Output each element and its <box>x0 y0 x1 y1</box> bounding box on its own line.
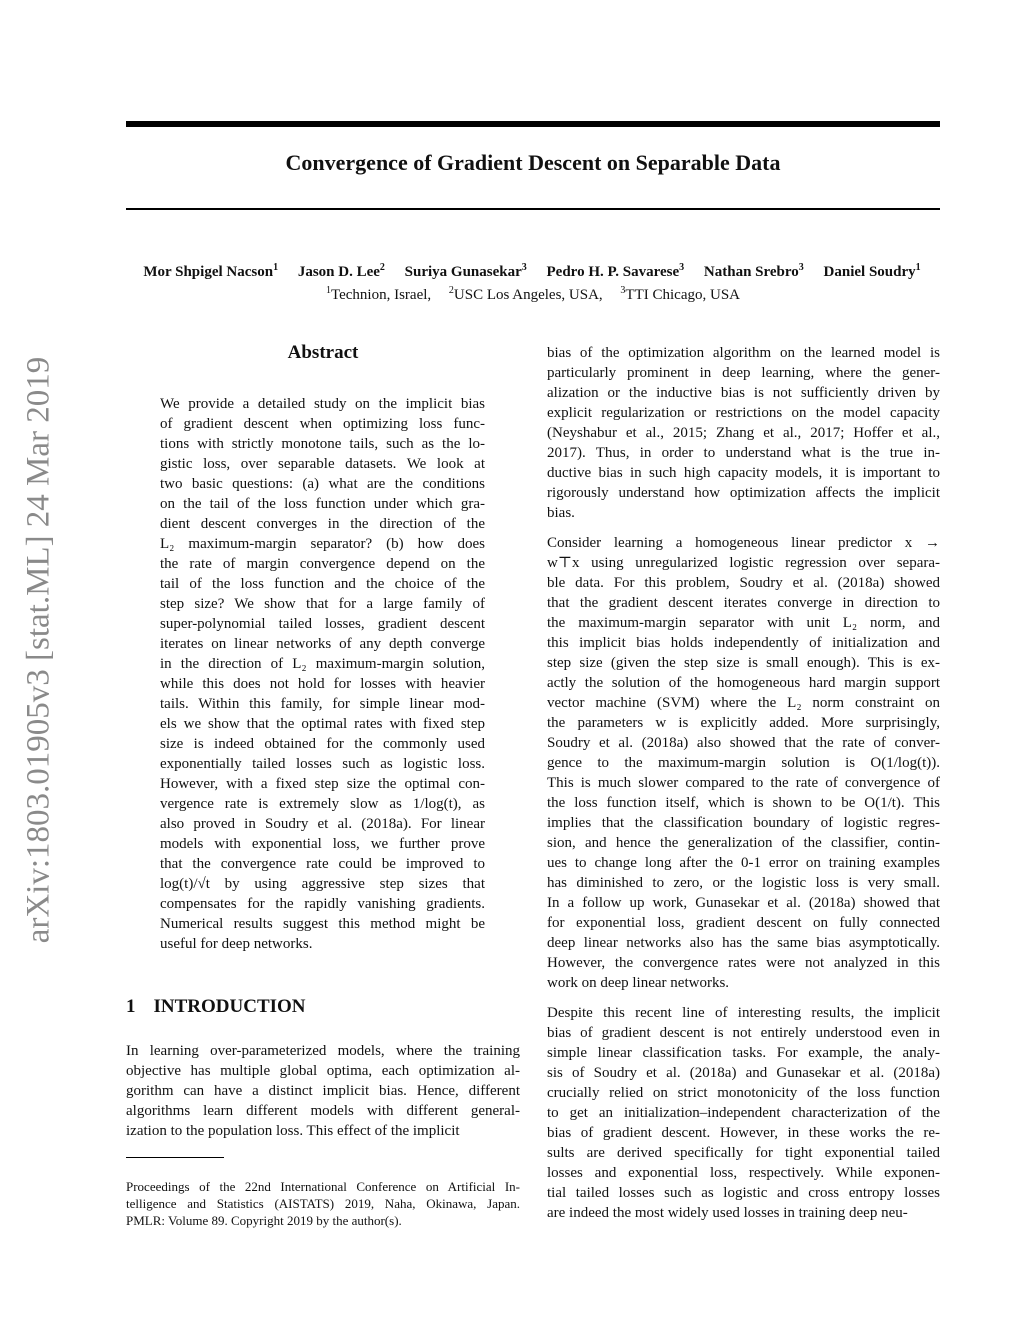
affiliation: $^3$TTI Chicago, USA <box>620 285 740 303</box>
abstract-line: that the convergence rate could be improved to <box>160 856 485 872</box>
body-line: bias of the optimization algorithm on the learned model is <box>547 345 940 361</box>
abstract-body <box>160 394 485 954</box>
footnote-line: PMLR: Volume 89. Copyright 2019 by the author(s). <box>126 1213 402 1228</box>
footnote-line: Proceedings of the 22nd International Conference on Artificial In- <box>126 1179 520 1194</box>
body-line: bias of gradient descent is not entirely understood even in <box>547 1025 940 1041</box>
abstract-line: els we show that the optimal rates with fixed step <box>160 716 485 732</box>
body-line: This is much slower compared to the rate of convergence of <box>547 775 940 791</box>
author: Mor Shpigel Nacson$^1$ <box>143 262 279 280</box>
body-line: work on deep linear networks. <box>547 975 730 991</box>
body-line: has diminished to zero, or the logistic loss is very small. <box>547 875 940 891</box>
body-line: bias. <box>547 505 575 521</box>
body-line: ble data. For this problem, Soudry et al. (2018a) showed <box>547 575 940 591</box>
body-line: crucially relied on strict monotonicity of the loss function <box>547 1085 940 1101</box>
abstract-line: tions with strictly monotone tails, such as the lo- <box>160 436 485 452</box>
abstract-line: We provide a detailed study on the implicit bias <box>160 396 485 412</box>
body-line: step size (given the step size is small enough). This is ex- <box>547 655 940 671</box>
body-line: Soudry et al. (2018a) also showed that the rate of conver- <box>547 735 940 751</box>
title-top-rule <box>126 121 940 127</box>
body-paragraph <box>547 533 940 993</box>
body-line: ues to change long after the 0-1 error on training examples <box>547 855 940 871</box>
abstract-line: However, with a fixed step size the optimal con- <box>160 776 485 792</box>
body-line: ductive bias in such high capacity models, it is important to <box>547 465 940 481</box>
intro-line: objective has multiple global optima, each optimization al- <box>126 1063 520 1079</box>
paper-title: Convergence of Gradient Descent on Separable Data <box>285 150 781 175</box>
author: Jason D. Lee$^2$ <box>297 262 385 280</box>
abstract-line: the rate of margin convergence depend on the <box>160 556 485 572</box>
body-line: that the gradient descent iterates converge in direction to <box>547 595 940 611</box>
body-line: sults are derived specifically for tight exponential tailed <box>547 1145 940 1161</box>
body-line: (Neyshabur et al., 2015; Zhang et al., 2017; Hoffer et al., <box>547 425 940 441</box>
body-line: sion, and hence the generalization of the classifier, contin- <box>547 835 940 851</box>
body-line: implies that the classification boundary of logistic regres- <box>547 815 940 831</box>
footnote-rule <box>126 1157 224 1158</box>
abstract-line: useful for deep networks. <box>160 936 313 952</box>
abstract-line: of gradient descent when optimizing loss func- <box>160 416 485 432</box>
abstract-line: dient descent converges in the direction of the <box>160 516 485 532</box>
abstract-line: size is indeed obtained for the commonly used <box>160 736 485 752</box>
body-line: gence to the maximum-margin solution is O(1/log(t)). <box>547 755 940 771</box>
abstract-line: two basic questions: (a) what are the conditions <box>160 476 485 492</box>
author: Suriya Gunasekar$^3$ <box>404 262 527 280</box>
footnote-line: telligence and Statistics (AISTATS) 2019, Naha, Okinawa, Japan. <box>126 1196 520 1211</box>
intro-line: algorithms learn different models with different general- <box>126 1103 520 1119</box>
intro-line: In learning over-parameterized models, where the training <box>126 1043 520 1059</box>
body-line: particularly prominent in deep learning, where the gener- <box>547 365 940 381</box>
abstract-line: L₂ maximum-margin separator? (b) how does <box>160 536 485 552</box>
body-line: w⊤x using unregularized logistic regression over separa- <box>547 555 940 571</box>
arxiv-stamp: arXiv:1803.01905v3 [stat.ML] 24 Mar 2019 <box>20 356 57 944</box>
abstract-line: compensates for the rapidly vanishing gradients. <box>160 896 485 912</box>
body-line: Despite this recent line of interesting results, the implicit <box>547 1005 940 1021</box>
intro-paragraph <box>126 1041 520 1141</box>
title-bottom-rule <box>126 208 940 210</box>
abstract-line: in the direction of L₂ maximum-margin solution, <box>160 656 485 672</box>
intro-line: gorithm can have a distinct implicit bias. Hence, different <box>126 1083 520 1099</box>
body-line: this implicit bias holds independently of initialization and <box>547 635 940 651</box>
abstract-line: gistic loss, over separable datasets. We look at <box>160 456 485 472</box>
body-line: explicit regularization or restrictions on the model capacity <box>547 405 940 421</box>
body-line: alization or the inductive bias is not sufficiently driven by <box>547 385 940 401</box>
author: Nathan Srebro$^3$ <box>703 262 804 280</box>
abstract-heading: Abstract <box>287 342 359 363</box>
abstract-line: tails. Within this family, for simple linear mod- <box>160 696 485 712</box>
right-column <box>547 343 940 1233</box>
author: Daniel Soudry$^1$ <box>823 262 921 280</box>
body-line: to get an initialization–independent characterization of the <box>547 1105 940 1121</box>
footnote <box>126 1178 520 1229</box>
author: Pedro H. P. Savarese$^3$ <box>546 262 685 280</box>
abstract-line: on the tail of the loss function under which gra- <box>160 496 485 512</box>
body-line: the parameters w is explicitly added. More surprisingly, <box>547 715 940 731</box>
abstract-line: Numerical results suggest this method might be <box>160 916 485 932</box>
body-line: rigorously understand how optimization affects the implicit <box>547 485 940 501</box>
body-line: sis of Soudry et al. (2018a) and Gunasekar et al. (2018a) <box>547 1065 940 1081</box>
body-line: bias of gradient descent. However, in these works the re- <box>547 1125 940 1141</box>
affiliation-list <box>126 285 940 304</box>
author-list <box>60 262 1004 281</box>
section-number: 1 <box>126 996 136 1017</box>
abstract-line: log(t)/√t by using aggressive step sizes that <box>160 876 485 892</box>
body-line: the loss function itself, which is shown to be O(1/t). This <box>547 795 940 811</box>
abstract-line: vergence rate is extremely slow as 1/log(t), as <box>160 796 485 812</box>
abstract-line: models with exponential loss, we further prove <box>160 836 485 852</box>
body-line: losses and exponential loss, respectively. While exponen- <box>547 1165 940 1181</box>
intro-line: ization to the population loss. This effect of the implicit <box>126 1123 460 1139</box>
body-line: 2017). Thus, in order to understand what is the true in- <box>547 445 940 461</box>
body-line: are indeed the most widely used losses in training deep neu- <box>547 1205 908 1221</box>
abstract-line: step size? We show that for a large family of <box>160 596 485 612</box>
body-line: However, the convergence rates were not analyzed in this <box>547 955 940 971</box>
affiliation: $^2$USC Los Angeles, USA, <box>448 285 603 303</box>
abstract-line: exponentially tailed losses such as logistic loss. <box>160 756 485 772</box>
abstract-line: also proved in Soudry et al. (2018a). For linear <box>160 816 485 832</box>
abstract-line: tail of the loss function and the choice of the <box>160 576 485 592</box>
abstract-line: iterates on linear networks of any depth converge <box>160 636 485 652</box>
body-line: simple linear classification tasks. For example, the analy- <box>547 1045 940 1061</box>
section-heading <box>126 996 306 1018</box>
section-title: INTRODUCTION <box>153 996 306 1017</box>
body-line: Consider learning a homogeneous linear predictor x → <box>547 535 940 551</box>
body-line: In a follow up work, Gunasekar et al. (2018a) showed that <box>547 895 940 911</box>
body-line: the maximum-margin separator with unit L₂ norm, and <box>547 615 940 631</box>
abstract-line: while this does not hold for losses with heavier <box>160 676 485 692</box>
affiliation: $^1$Technion, Israel, <box>325 285 432 303</box>
body-line: for exponential loss, gradient descent on fully connected <box>547 915 940 931</box>
body-line: actly the solution of the homogeneous hard margin support <box>547 675 940 691</box>
body-paragraph <box>547 1003 940 1223</box>
body-paragraph <box>547 343 940 523</box>
body-line: tial tailed losses such as logistic and cross entropy losses <box>547 1185 940 1201</box>
body-line: deep linear networks also has the same bias asymptotically. <box>547 935 940 951</box>
body-line: vector machine (SVM) where the L₂ norm constraint on <box>547 695 940 711</box>
abstract-line: super-polynomial tailed losses, gradient descent <box>160 616 485 632</box>
